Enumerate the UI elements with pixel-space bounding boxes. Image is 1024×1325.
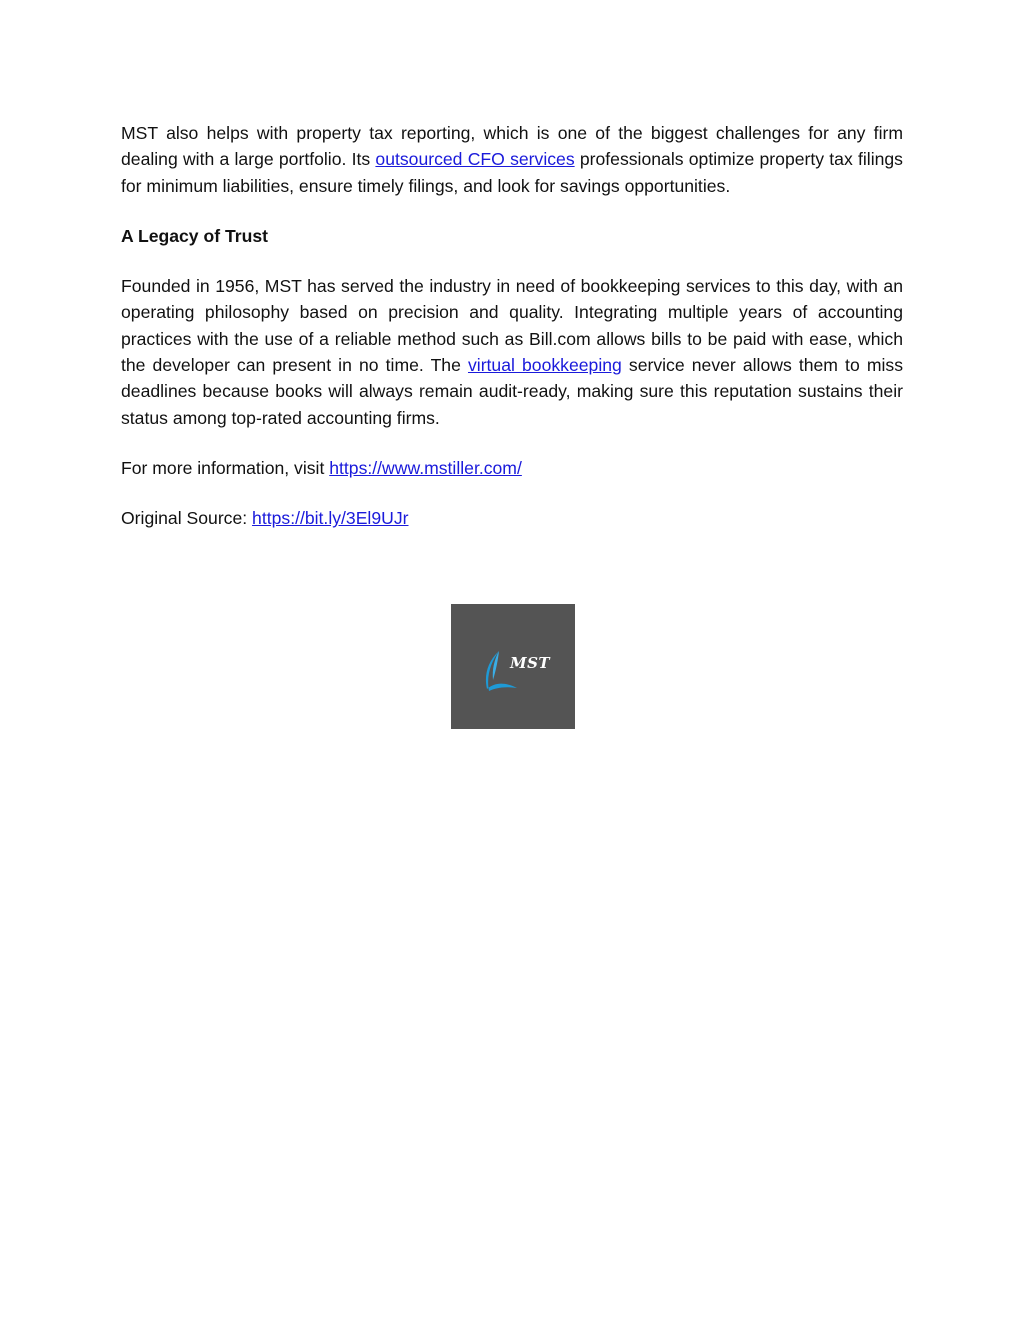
more-info-line <box>121 455 903 481</box>
paragraph-text: service never allows them to miss deadlines because books will always remain audit-ready, making sure this reputation sustains their status among top-rated accounting firms. <box>121 355 903 428</box>
section-heading: A Legacy of Trust <box>121 225 268 246</box>
paragraph-property-tax <box>121 120 903 199</box>
paragraph-text: MST also helps with property tax reporting, which is one of the biggest challenges for any firm dealing with a large portfolio. Its <box>121 123 903 170</box>
logo-text: MST <box>510 654 551 672</box>
original-source-label: Original Source: <box>121 508 253 529</box>
original-source-line <box>121 505 903 531</box>
paragraph-legacy <box>121 273 903 431</box>
original-source-link[interactable]: https://bit.ly/3El9UJr <box>252 508 409 529</box>
document-body <box>121 120 903 532</box>
virtual-bookkeeping-link[interactable]: virtual bookkeeping <box>467 355 622 376</box>
outsourced-cfo-services-link[interactable]: outsourced CFO services <box>375 149 575 170</box>
paragraph-text: professionals optimize property tax filings for minimum liabilities, ensure timely filings, and look for savings opportunities. <box>121 149 903 196</box>
more-info-label: For more information, visit <box>121 457 330 478</box>
website-link[interactable]: https://www.mstiller.com/ <box>329 457 522 478</box>
mst-logo <box>451 604 575 729</box>
paragraph-text: Founded in 1956, MST has served the industry in need of bookkeeping services to this day, with an operating philosophy based on precision and quality. Integrating multiple years of accounting practices with the use of a reliable method such as Bill.com allows bills to be paid with ease, which the developer can present in no time. The <box>121 276 903 376</box>
